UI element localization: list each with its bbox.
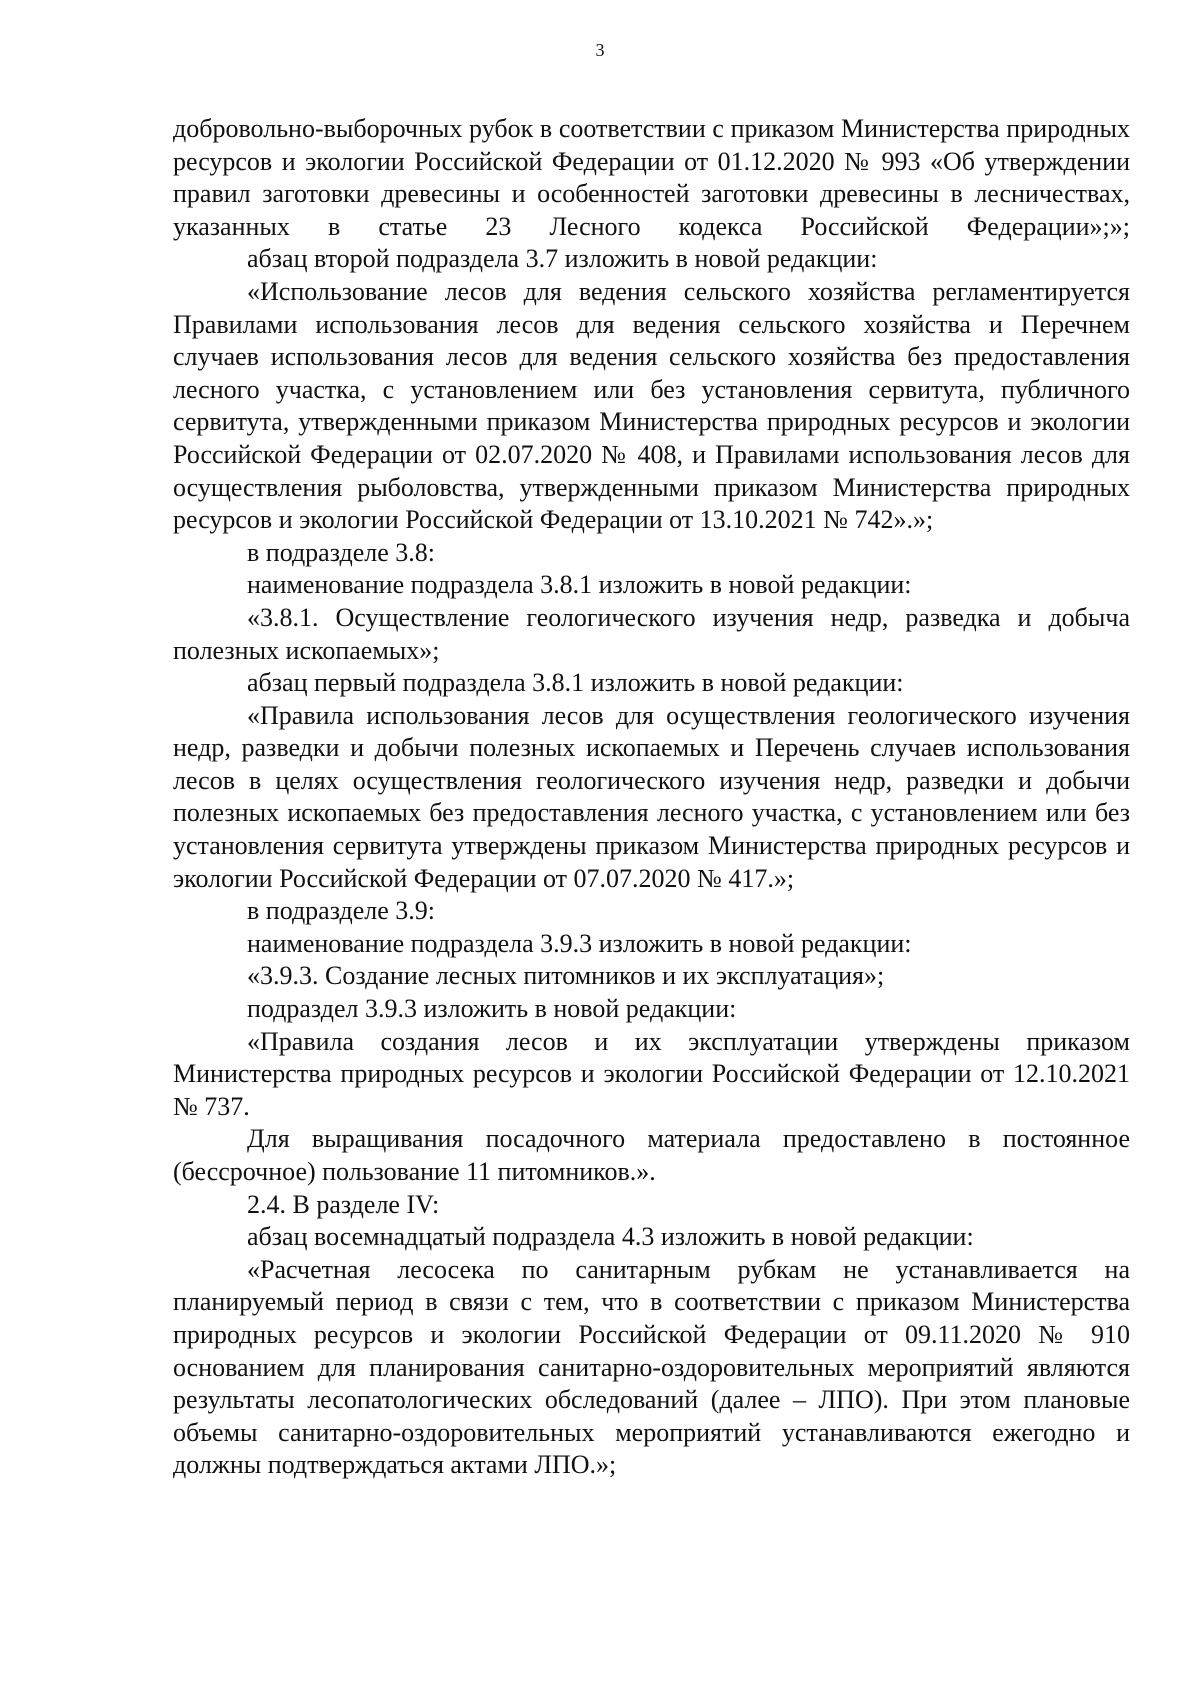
paragraph-instruction: абзац первый подраздела 3.8.1 изложить в новой редакции: bbox=[247, 668, 904, 698]
paragraph-instruction: абзац восемнадцатый подраздела 4.3 изложить в новой редакции: bbox=[247, 1222, 974, 1252]
paragraph-quoted-amendment: Для выращивания посадочного материала предоставлено в постоянное (бессрочное) пользование 11 питомников.». bbox=[173, 1124, 1130, 1186]
paragraph-quoted-amendment: «3.8.1. Осуществление геологического изучения недр, разведка и добыча полезных ископаемых»; bbox=[173, 602, 1130, 665]
document-body bbox=[173, 113, 1130, 1482]
paragraph-continuation-text: добровольно-выборочных рубок в соответствии с приказом Министерства природных ресурсов и экологии Российской Федерации от 01.12.2020 № 993 «Об утверждении правил заготовки древесины и особенностей заготовки древесины в лесничествах, указанных в статье 23 Лесного кодекса Российской Федерации»;»; bbox=[173, 114, 1130, 241]
paragraph-quoted-amendment: «Правила использования лесов для осуществления геологического изучения недр, разведки и добычи полезных ископаемых и Перечень случаев использования лесов в целях осуществления геологического изучения недр, разведки и добычи полезных ископаемых без предоставления лесного участка, с установлением или без установления сервитута утверждены приказом Министерства природных ресурсов и экологии Российской Федерации от 07.07.2020 № 417.»; bbox=[173, 700, 1130, 893]
paragraph-quoted-amendment: «3.9.3. Создание лесных питомников и их эксплуатация»; bbox=[247, 961, 885, 991]
paragraph-instruction: наименование подраздела 3.8.1 изложить в новой редакции: bbox=[247, 570, 912, 600]
paragraph-quoted-amendment: «Правила создания лесов и их эксплуатации утверждены приказом Министерства природных ресурсов и экологии Российской Федерации от 12.10.2021 № 737. bbox=[173, 1026, 1130, 1121]
paragraph-quoted-amendment: «Использование лесов для ведения сельского хозяйства регламентируется Правилами использования лесов для ведения сельского хозяйства и Перечнем случаев использования лесов для ведения сельского хозяйства без предоставления лесного участка, с установлением или без установления сервитута, публичного сервитута, утвержденными приказом Министерства природных ресурсов и экологии Российской Федерации от 02.07.2020 № 408, и Правилами использования лесов для осуществления рыболовства, утвержденными приказом Министерства природных ресурсов и экологии Российской Федерации от 13.10.2021 № 742».»; bbox=[173, 276, 1130, 535]
paragraph-instruction: в подразделе 3.9: bbox=[247, 896, 436, 926]
paragraph-section-heading: 2.4. В разделе IV: bbox=[247, 1189, 440, 1219]
paragraph-instruction: подраздел 3.9.3 изложить в новой редакции: bbox=[247, 994, 737, 1024]
paragraph-instruction: абзац второй подраздела 3.7 изложить в новой редакции: bbox=[247, 244, 878, 274]
paragraph-instruction: в подразделе 3.8: bbox=[247, 537, 436, 567]
paragraph-instruction: наименование подраздела 3.9.3 изложить в новой редакции: bbox=[247, 928, 912, 958]
paragraph-quoted-amendment: «Расчетная лесосека по санитарным рубкам не устанавливается на планируемый период в связи с тем, что в соответствии с приказом Министерства природных ресурсов и экологии Российской Федерации от 09.11.2020 № 910 основанием для планирования санитарно-оздоровительных мероприятий являются результаты лесопатологических обследований (далее – ЛПО). При этом плановые объемы санитарно-оздоровительных мероприятий устанавливаются ежегодно и должны подтверждаться актами ЛПО.»; bbox=[173, 1254, 1130, 1480]
page-number: 3 bbox=[595, 40, 605, 60]
